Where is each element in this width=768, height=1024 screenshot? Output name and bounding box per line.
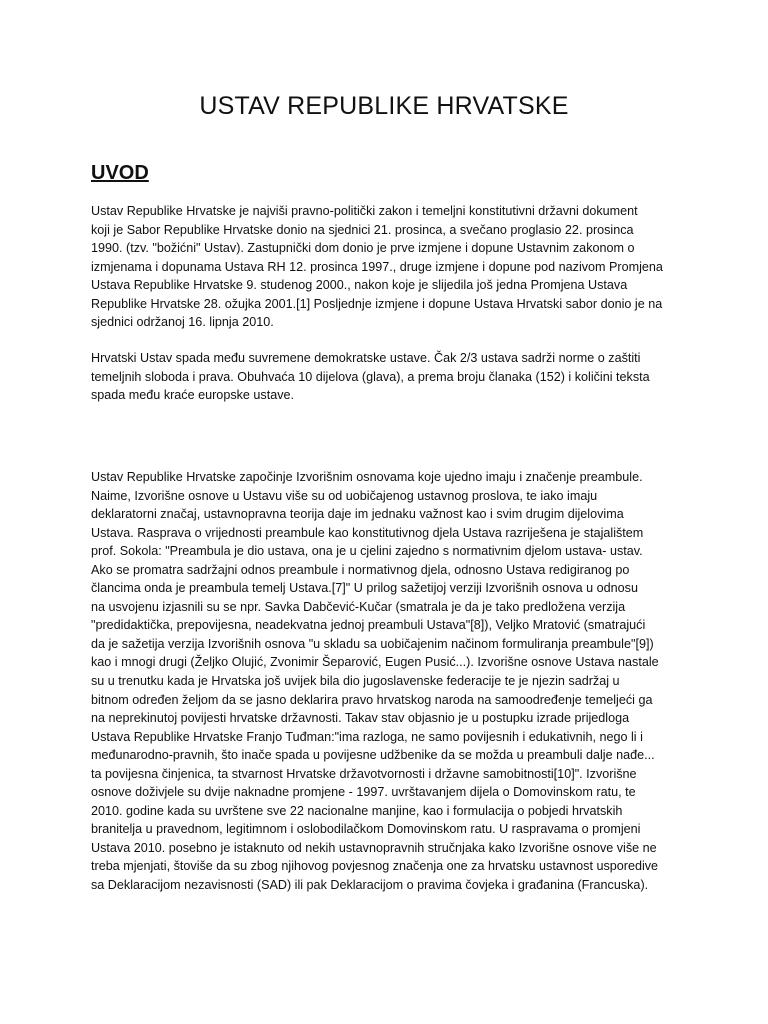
paragraph-line: da je sažetija verzija Izvorišnih osnova "u skladu sa uobičajenim načinom formuliranja preambule"[9]) bbox=[91, 636, 654, 651]
paragraph-line: međunarodno-pravnih, što inače spada u povijesne udžbenike da se možda u preambuli dalje nađe... bbox=[91, 748, 655, 763]
paragraph-line: na usvojenu izjasnili su se npr. Savka Dabčević-Kučar (smatrala je da je tako predložena verzija bbox=[91, 599, 626, 614]
paragraph-line: branitelja u pravednom, legitimnom i oslobodilačkom Domovinskom ratu. U raspravama o promjeni bbox=[91, 822, 641, 837]
paragraph-2 bbox=[91, 349, 681, 405]
paragraph-line: prof. Sokola: "Preambula je dio ustava, ona je u cjelini zajedno s normativnim djelom ustava- ustav. bbox=[91, 544, 643, 559]
paragraph-line: Ustava Republike Hrvatske 9. studenog 2000., nakon koje je slijedila još jedna Promjena Ustava bbox=[91, 278, 628, 293]
paragraph-line: temeljnih sloboda i prava. Obuhvaća 10 dijelova (glava), a prema broju članaka (152) i količini teksta bbox=[91, 369, 650, 384]
paragraph-line: ta povijesna činjenica, ta stvarnost Hrvatske državotvornosti i državne samobitnosti[10]". Izvorišne bbox=[91, 766, 637, 781]
paragraph-line: osnove doživjele su dvije naknadne promjene - 1997. uvrštavanjem dijela o Domovinskom ratu, te bbox=[91, 785, 636, 800]
paragraph-line: su u trenutku kada je Hrvatska još uvijek bila dio jugoslavenske federacije te je njezin sadržaj u bbox=[91, 674, 620, 689]
paragraph-3 bbox=[91, 468, 681, 895]
section-heading-uvod: UVOD bbox=[91, 162, 149, 184]
paragraph-line: člancima onda je preambula temelj Ustava.[7]" U prilog sažetijoj verziji Izvorišnih osnova u odnosu bbox=[91, 581, 638, 596]
paragraph-line: na neprekinutoj povijesti hrvatske državnosti. Takav stav objasnio je u postupku izrade prijedloga bbox=[91, 711, 630, 726]
paragraph-line: 1990. (tzv. "božićni" Ustav). Zastupnički dom donio je prve izmjene i dopune Ustavnim zakonom o bbox=[91, 241, 635, 256]
paragraph-line: Ustava Republike Hrvatske Franjo Tuđman:"ima razloga, ne samo povijesnih i edukativnih, nego li i bbox=[91, 729, 643, 744]
paragraph-line: bitnom određen željom da se jasno deklarira pravo hrvatskog naroda na samoodređenje temeljeći ga bbox=[91, 692, 653, 707]
paragraph-line: Ustav Republike Hrvatske započinje Izvorišnim osnovama koje ujedno imaju i značenje preambule. bbox=[91, 470, 643, 484]
paragraph-line: sjednici održanoj 16. lipnja 2010. bbox=[91, 315, 274, 330]
paragraph-line: Ustava 2010. posebno je istaknuto od nekih ustavnopravnih stručnjaka kako Izvorišne osnove više ne bbox=[91, 840, 657, 855]
paragraph-line: Ustav Republike Hrvatske je najviši pravno-politički zakon i temeljni konstitutivni državni dokument bbox=[91, 204, 638, 218]
paragraph-line: "predidaktička, prepovijesna, neadekvatna jednoj preambuli Ustava"[8]), Veljko Mratović (smatrajući bbox=[91, 618, 646, 633]
paragraph-line: 2010. godine kada su uvrštene sve 22 nacionalne manjine, kao i formulacija o pobjedi hrvatskih bbox=[91, 803, 623, 818]
paragraph-line: Hrvatski Ustav spada među suvremene demokratske ustave. Čak 2/3 ustava sadrži norme o zaštiti bbox=[91, 351, 641, 365]
paragraph-line: Naime, Izvorišne osnove u Ustavu više su od uobičajenog ustavnog proslova, te iako imaju bbox=[91, 488, 598, 503]
paragraph-line: Republike Hrvatske 28. ožujka 2001.[1] Posljednje izmjene i dopune Ustava Hrvatski sabor donio je na bbox=[91, 296, 663, 311]
paragraph-line: izmjenama i dopunama Ustava RH 12. prosinca 1997., druge izmjene i dopune pod nazivom Promjena bbox=[91, 259, 663, 274]
paragraph-line: sa Deklaracijom nezavisnosti (SAD) ili pak Deklaracijom o pravima čovjeka i građanina (Francuska). bbox=[91, 878, 649, 893]
paragraph-line: treba mjenjati, štoviše da su zbog njihovog povjesnog značenja one za hrvatsku ustavnost usporedive bbox=[91, 859, 659, 874]
document-title: USTAV REPUBLIKE HRVATSKE bbox=[199, 92, 569, 120]
paragraph-line: Ustava. Rasprava o vrijednosti preambule kao konstitutivnog djela Ustava razriješena je stajalištem bbox=[91, 525, 644, 540]
paragraph-line: kao i mnogi drugi (Željko Olujić, Zvonimir Šeparović, Eugen Pusić...). Izvorišne osnove Ustava nastale bbox=[91, 655, 659, 670]
paragraph-line: koji je Sabor Republike Hrvatske donio na sjednici 21. prosinca, a svečano proglasio 22. prosinca bbox=[91, 222, 634, 237]
paragraph-line: spada među kraće europske ustave. bbox=[91, 388, 295, 403]
paragraph-line: Ako se promatra sadržajni odnos preambule i normativnog djela, odnosno Ustava redigiranog po bbox=[91, 562, 630, 577]
paragraph-1 bbox=[91, 202, 681, 332]
paragraph-line: deklaratorni značaj, ustavnopravna teorija daje im jednaku važnost kao i svim drugim dijelovima bbox=[91, 507, 624, 522]
